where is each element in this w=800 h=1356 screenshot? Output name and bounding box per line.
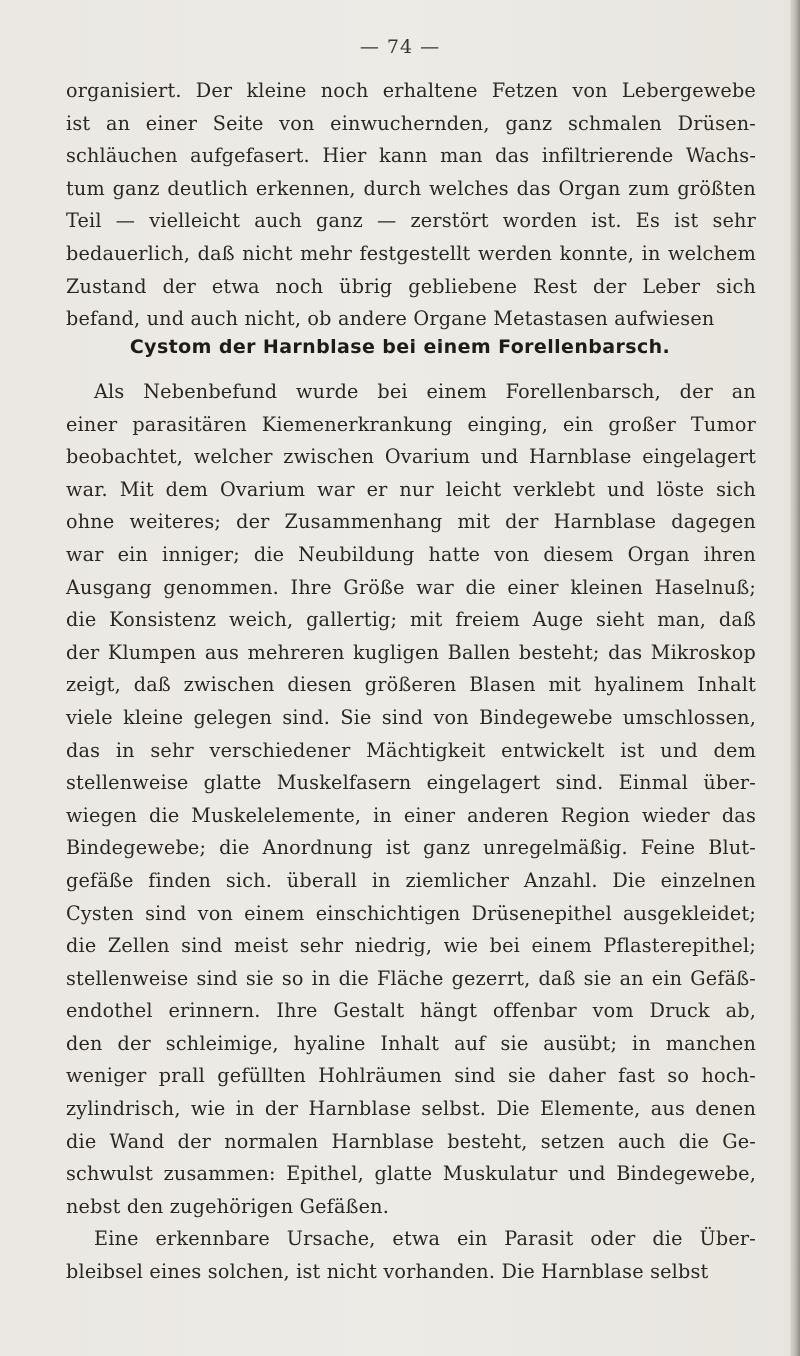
text-line: ohne weiteres; der Zusammenhang mit der Harnblase dagegen bbox=[66, 510, 756, 534]
text-line: die Wand der normalen Harnblase besteht, setzen auch die Ge- bbox=[66, 1129, 756, 1153]
text-line: organisiert. Der kleine noch erhaltene Fetzen von Lebergewebe bbox=[66, 79, 756, 102]
page-number: — 74 — bbox=[359, 36, 441, 58]
text-line: schwulst zusammen: Epithel, glatte Muskulatur und Bindegewebe, bbox=[66, 1162, 756, 1186]
text-line: war ein inniger; die Neubildung hatte von diesem Organ ihren bbox=[66, 542, 756, 566]
page-edge-shadow bbox=[790, 0, 800, 1356]
text-line: beobachtet, welcher zwischen Ovarium und Harnblase eingelagert bbox=[66, 445, 756, 469]
text-line: stellenweise sind sie so in die Fläche gezerrt, daß sie an ein Gefäß- bbox=[66, 966, 756, 990]
text-line: Bindegewebe; die Anordnung ist ganz unregelmäßig. Feine Blut- bbox=[66, 836, 756, 860]
text-line: stellenweise glatte Muskelfasern eingelagert sind. Einmal über- bbox=[66, 771, 756, 795]
paragraph-cystoma-description bbox=[66, 376, 756, 1289]
text-line: endothel erinnern. Ihre Gestalt hängt offenbar vom Druck ab, bbox=[66, 999, 756, 1023]
text-line: zeigt, daß zwischen diesen größeren Blasen mit hyalinem Inhalt bbox=[66, 673, 756, 697]
text-line: wiegen die Muskelelemente, in einer anderen Region wieder das bbox=[66, 803, 756, 827]
text-line: nebst den zugehörigen Gefäßen. bbox=[66, 1194, 390, 1218]
text-line: schläuchen aufgefasert. Hier kann man das infiltrierende Wachs- bbox=[66, 144, 756, 168]
text-line: weniger prall gefüllten Hohlräumen sind sie daher fast so hoch- bbox=[66, 1064, 756, 1088]
text-line: einer parasitären Kiemenerkrankung einging, ein großer Tumor bbox=[66, 412, 756, 436]
text-line: Eine erkennbare Ursache, etwa ein Parasit oder die Über- bbox=[94, 1227, 756, 1251]
text-line: Ausgang genommen. Ihre Größe war die einer kleinen Haselnuß; bbox=[66, 575, 756, 599]
section-heading: Cystom der Harnblase bei einem Forellenbarsch. bbox=[129, 336, 671, 358]
text-line: zylindrisch, wie in der Harnblase selbst. Die Elemente, aus denen bbox=[66, 1097, 756, 1121]
text-line: ist an einer Seite von einwuchernden, ganz schmalen Drüsen- bbox=[66, 111, 756, 135]
text-line: Als Nebenbefund wurde bei einem Forellenbarsch, der an bbox=[94, 380, 756, 403]
text-line: den der schleimige, hyaline Inhalt auf sie ausübt; in manchen bbox=[66, 1031, 756, 1055]
text-line: gefäße finden sich. überall in ziemlicher Anzahl. Die einzelnen bbox=[66, 868, 756, 892]
text-line: war. Mit dem Ovarium war er nur leicht verklebt und löste sich bbox=[66, 477, 756, 501]
paragraph-liver-findings bbox=[66, 75, 756, 336]
text-line: Zustand der etwa noch übrig gebliebene Rest der Leber sich bbox=[66, 274, 756, 298]
text-line: der Klumpen aus mehreren kugligen Ballen besteht; das Mikroskop bbox=[66, 640, 756, 664]
text-line: bleibsel eines solchen, ist nicht vorhanden. Die Harnblase selbst bbox=[66, 1260, 709, 1284]
text-line: die Konsistenz weich, gallertig; mit freiem Auge sieht man, daß bbox=[66, 608, 756, 632]
text-line: die Zellen sind meist sehr niedrig, wie bei einem Pflasterepithel; bbox=[66, 934, 756, 958]
text-line: tum ganz deutlich erkennen, durch welches das Organ zum größten bbox=[66, 176, 756, 200]
text-line: bedauerlich, daß nicht mehr festgestellt werden konnte, in welchem bbox=[66, 241, 756, 265]
text-line: Teil — vielleicht auch ganz — zerstört worden ist. Es ist sehr bbox=[66, 209, 756, 233]
text-line: befand, und auch nicht, ob andere Organe Metastasen aufwiesen bbox=[66, 307, 715, 331]
text-line: das in sehr verschiedener Mächtigkeit entwickelt ist und dem bbox=[66, 738, 756, 762]
text-line: Cysten sind von einem einschichtigen Drüsenepithel ausgekleidet; bbox=[66, 901, 756, 925]
text-line: viele kleine gelegen sind. Sie sind von Bindegewebe umschlossen, bbox=[66, 705, 756, 729]
